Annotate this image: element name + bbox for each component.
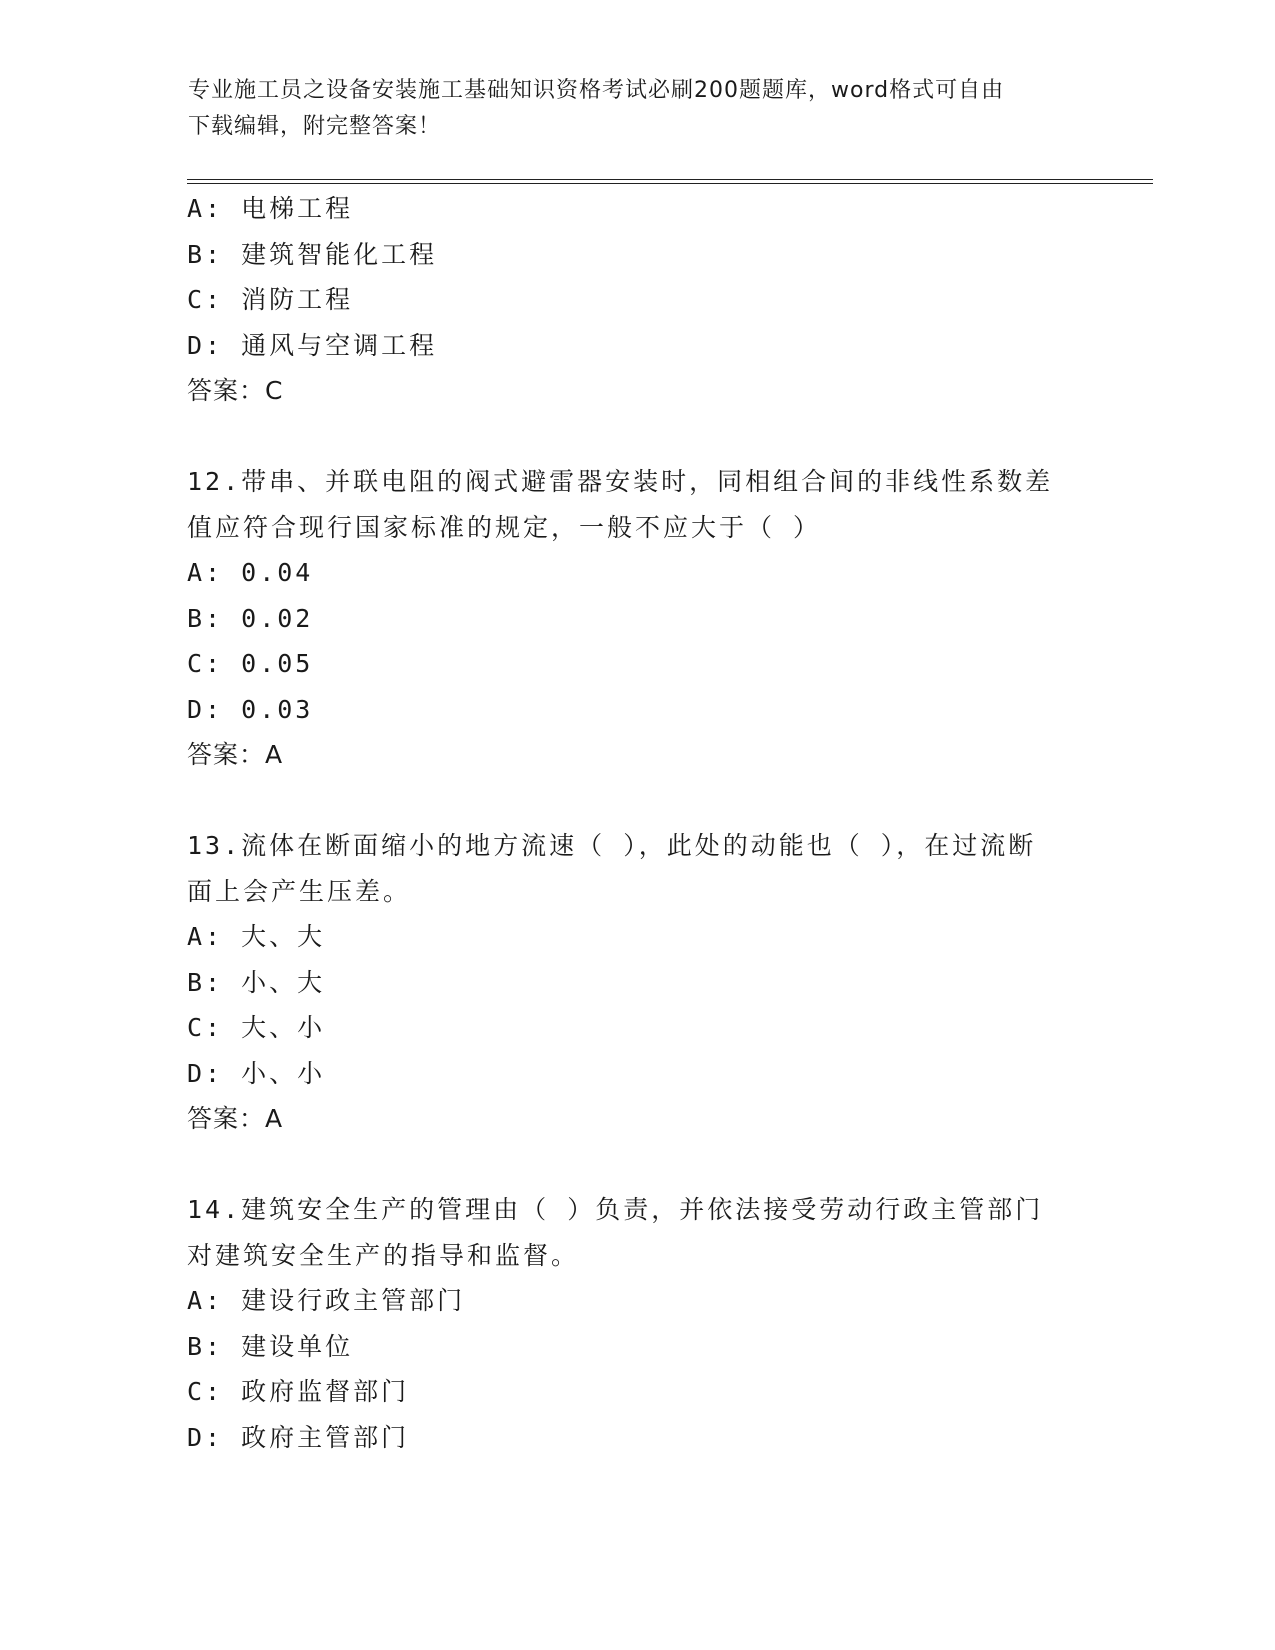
question-11 [187, 186, 1087, 414]
question-13 [187, 823, 1087, 1142]
question-list [187, 186, 1087, 1460]
option-c: C: 0.05 [187, 649, 314, 678]
option-d: D: 政府主管部门 [187, 1422, 410, 1452]
option-a: A: 建设行政主管部门 [187, 1286, 466, 1315]
question-12 [187, 459, 1087, 778]
question-14 [187, 1187, 1087, 1460]
question-stem-line-1: 14.建筑安全生产的管理由（ ）负责，并依法接受劳动行政主管部门 [187, 1195, 1044, 1224]
question-stem-line-1: 12.带串、并联电阻的阀式避雷器安装时，同相组合间的非线性系数差 [187, 467, 1054, 496]
header-divider-top [187, 179, 1153, 180]
option-b: B: 小、大 [187, 967, 326, 997]
question-stem-line-2: 值应符合现行国家标准的规定，一般不应大于（ ） [187, 512, 822, 542]
header-line-2: 下载编辑，附完整答案！ [188, 114, 442, 139]
question-stem-line-2: 面上会产生压差。 [187, 876, 412, 906]
option-c: C: 大、小 [187, 1013, 326, 1042]
option-c: C: 消防工程 [187, 285, 354, 314]
option-b: B: 0.02 [187, 603, 314, 633]
header-line-1: 专业施工员之设备安装施工基础知识资格考试必刷200题题库，word格式可自由 [188, 78, 1005, 103]
option-a: A: 0.04 [187, 558, 314, 587]
answer: 答案：C [187, 376, 284, 405]
option-a: A: 大、大 [187, 922, 326, 951]
answer: 答案：A [187, 740, 284, 769]
question-stem-line-1: 13.流体在断面缩小的地方流速（ ），此处的动能也（ ），在过流断 [187, 831, 1037, 860]
document-header [188, 73, 1068, 145]
question-stem-line-2: 对建筑安全生产的指导和监督。 [187, 1240, 580, 1270]
option-b: B: 建筑智能化工程 [187, 239, 438, 269]
option-a: A: 电梯工程 [187, 194, 354, 223]
option-c: C: 政府监督部门 [187, 1377, 410, 1406]
header-divider-bottom [187, 183, 1153, 184]
option-d: D: 0.03 [187, 694, 314, 724]
option-d: D: 通风与空调工程 [187, 330, 438, 360]
option-d: D: 小、小 [187, 1058, 326, 1088]
option-b: B: 建设单位 [187, 1331, 354, 1361]
answer: 答案：A [187, 1104, 284, 1133]
